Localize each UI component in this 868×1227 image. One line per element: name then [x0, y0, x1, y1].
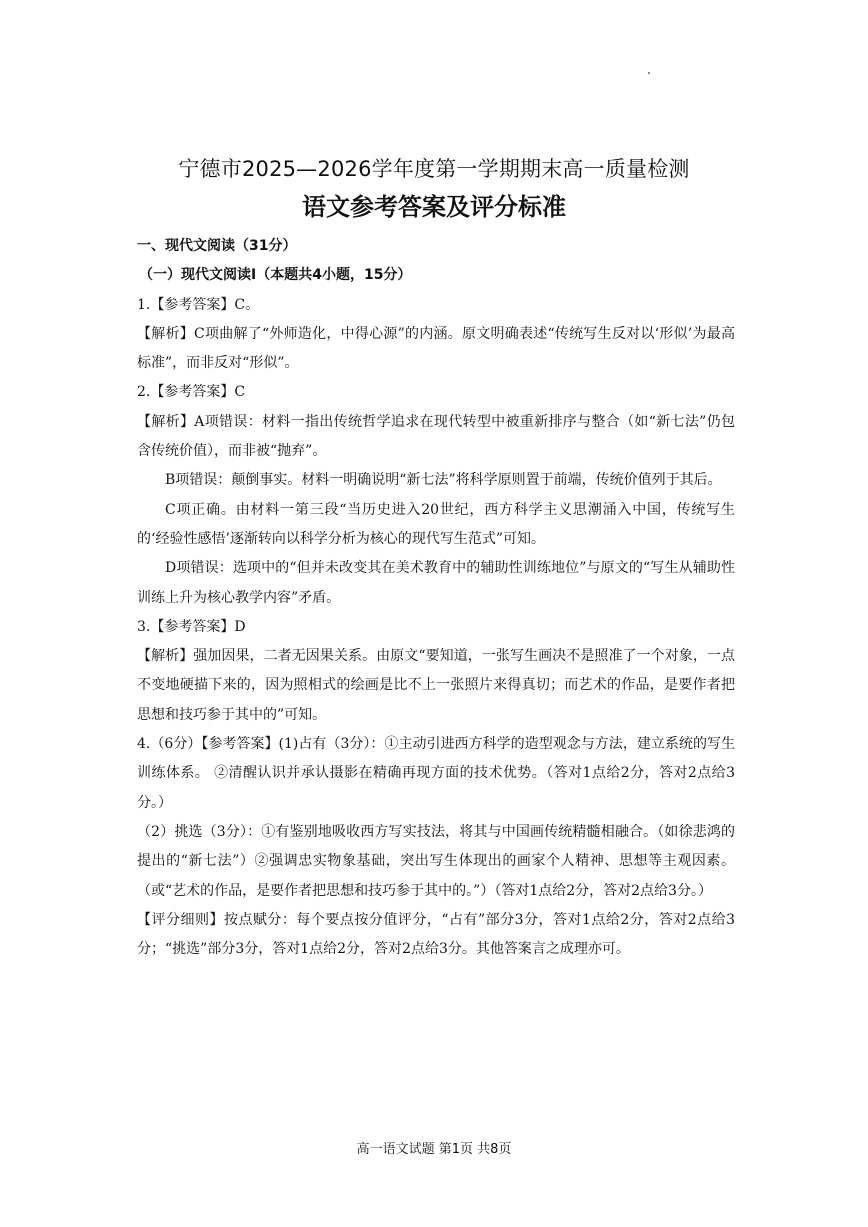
exam-title: 宁德市2025—2026学年度第一学期期末高一质量检测 [178, 157, 690, 181]
q3-analysis: 【解析】强加因果，二者无因果关系。由原文“要知道，一张写生画决不是照准了一个对象，一点不变地硬描下来的，因为照相式的绘画是比不上一张照片来得真切；而艺术的作品，是要作者把思想和技巧参于其中的”可知。 [137, 648, 735, 723]
q2-analysis-d: D项错误：选项中的“但并未改变其在美术教育中的辅助性训练地位”与原文的“写生从辅助性训练上升为核心教学内容”矛盾。 [137, 560, 735, 606]
q1-analysis: 【解析】C项曲解了“外师造化，中得心源”的内涵。原文明确表述“传统写生反对以‘形似’为最高标准”，而非反对“形似”。 [137, 325, 735, 372]
exam-subtitle: 语文参考答案及评分标准 [302, 193, 566, 221]
stray-dot [648, 72, 650, 74]
section-heading: 一、现代文阅读（31分） [137, 238, 297, 254]
q4-scoring: 【评分细则】按点赋分：每个要点按分值评分，“占有”部分3分，答对1点给2分，答对2点给3分；“挑选”部分3分，答对1点给2分，答对2点给3分。其他答案言之成理亦可。 [137, 911, 735, 958]
q4-part2: （2）挑选（3分）：①有鉴别地吸收西方写实技法，将其与中国画传统精髓相融合。（如徐悲鸿的提出的“新七法”）②强调忠实物象基础，突出写生体现出的画家个人精神、思想等主观因素。（或“艺术的作品，是要作者把思想和技巧参于其中的。”）（答对1点给2分，答对2点给3分。） [137, 823, 735, 899]
q2-analysis-a: 【解析】A项错误：材料一指出传统哲学追求在现代转型中被重新排序与整合（如“新七法”仍包含传统价值），而非被“抛弃”。 [137, 413, 735, 460]
page-footer: 高一语文试题 第1页 共8页 [356, 1142, 512, 1157]
q2-analysis-b: B项错误：颠倒事实。材料一明确说明“新七法”将科学原则置于前端，传统价值列于其后。 [165, 472, 722, 489]
q1-answer: 1.【参考答案】C。 [137, 296, 260, 313]
q3-answer: 3.【参考答案】D [137, 618, 246, 635]
answer-content [137, 232, 735, 964]
q4-part1: 4.（6分）【参考答案】(1)占有（3分）：①主动引进西方科学的造型观念与方法，建立系统的写生训练体系。 ②清醒认识并承认摄影在精确再现方面的技术优势。（答对1点给2分，答对2点给3分。） [137, 736, 735, 811]
q2-analysis-c: C项正确。由材料一第三段“当历史进入20世纪，西方科学主义思潮涌入中国，传统写生的‘经验性感悟’逐渐转向以科学分析为核心的现代写生范式”可知。 [137, 501, 735, 547]
subsection-heading: （一）现代文阅读Ⅰ（本题共4小题，15分） [139, 267, 412, 284]
q2-answer: 2.【参考答案】C [137, 384, 246, 401]
